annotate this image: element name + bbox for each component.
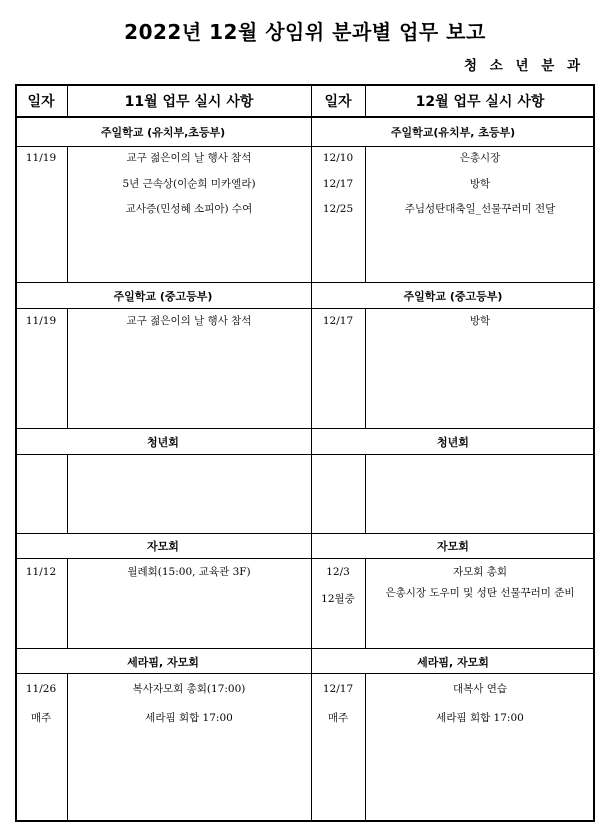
row-text: 월례회(15:00, 교육관 3F) — [127, 566, 251, 578]
row-date: 11/26 — [25, 683, 57, 695]
section-title-divider — [15, 308, 595, 309]
section-title-divider — [15, 673, 595, 674]
section-title: 주일학교 (유치부,초등부) — [100, 126, 226, 139]
department-name: 청 소 년 분 과 — [463, 58, 584, 74]
section-title: 자모회 — [437, 540, 469, 553]
row-date: 12/3 — [326, 566, 350, 578]
section-divider — [15, 282, 595, 283]
row-date: 11/19 — [25, 315, 57, 327]
row-text: 5년 근속상(이순희 미카엘라) — [122, 178, 256, 190]
column-divider-date-left — [67, 454, 68, 533]
row-date: 11/19 — [25, 152, 57, 164]
row-date: 12/17 — [322, 683, 354, 695]
row-text: 세라핌 회합 17:00 — [145, 712, 233, 724]
row-text: 교구 젊은이의 날 행사 참석 — [126, 152, 252, 164]
document-title: 2022년 12월 상임위 분과별 업무 보고 — [124, 20, 486, 44]
header-date-right: 일자 — [324, 94, 352, 110]
row-date: 12월중 — [321, 593, 355, 605]
row-text: 교사증(민성혜 소피아) 수여 — [125, 203, 253, 215]
section-title: 세라핌, 자모회 — [127, 656, 199, 669]
row-text: 교구 젊은이의 날 행사 참석 — [126, 315, 252, 327]
row-date: 11/12 — [25, 566, 57, 578]
header-divider — [15, 116, 595, 118]
row-text: 자모회 총회 — [452, 566, 508, 578]
row-date: 12/25 — [322, 203, 354, 215]
section-title: 청년회 — [147, 436, 179, 449]
section-title-divider — [15, 454, 595, 455]
header-date-left: 일자 — [27, 94, 55, 110]
row-date: 매주 — [30, 712, 52, 724]
row-date: 매주 — [327, 712, 349, 724]
header-dec-title: 12월 업무 실시 사항 — [415, 94, 545, 110]
section-title: 주일학교 (중고등부) — [113, 290, 213, 303]
row-text: 방학 — [469, 178, 491, 190]
section-title: 자모회 — [147, 540, 179, 553]
section-divider — [15, 428, 595, 429]
section-title: 주일학교 (중고등부) — [403, 290, 503, 303]
section-title: 청년회 — [437, 436, 469, 449]
row-date: 12/17 — [322, 178, 354, 190]
row-date: 12/10 — [322, 152, 354, 164]
section-divider — [15, 533, 595, 534]
row-text: 세라핌 회합 17:00 — [436, 712, 524, 724]
column-divider-date-right — [365, 454, 366, 533]
row-text: 은총시장 — [459, 152, 501, 164]
section-title-divider — [15, 558, 595, 559]
section-title-divider — [15, 146, 595, 147]
row-text: 방학 — [469, 315, 491, 327]
section-title: 세라핌, 자모회 — [417, 656, 489, 669]
section-title: 주일학교(유치부, 초등부) — [390, 126, 516, 139]
header-nov-title: 11월 업무 실시 사항 — [124, 94, 254, 110]
row-text: 주님성탄대축일_선물꾸러미 전달 — [404, 203, 556, 215]
row-date: 12/17 — [322, 315, 354, 327]
section-divider — [15, 648, 595, 649]
row-text: 대복사 연습 — [452, 683, 508, 695]
row-text: 복사자모회 총회(17:00) — [132, 683, 246, 695]
row-text: 은총시장 도우미 및 성탄 선물꾸러미 준비 — [385, 587, 575, 599]
